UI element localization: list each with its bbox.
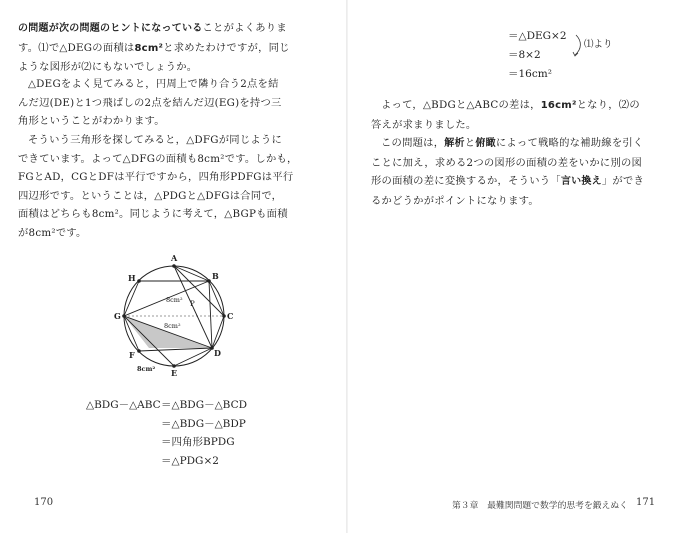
label-e: E (171, 368, 178, 378)
point-b (207, 279, 211, 283)
line-ab (174, 266, 209, 281)
right-equation-line-3: ＝16cm² (508, 68, 552, 80)
left-paragraph-3: そういう三角形を探してみると，△DFGが同じように できています。よって△DFGの面積も8cm²です。しかも， FGとAD，CGとDFは平行ですから，四角形PDFGは平行 四辺形です。ということは，△PDGと△DFGは合同で， 面積はどちらも8cm²。同じように考えて，△BGPも面積 が8cm²です。 (18, 134, 298, 239)
label-c: C (227, 311, 234, 321)
right-equation-line-2: ＝8×2 (508, 49, 541, 61)
area-label-top: 8cm² (166, 296, 183, 304)
right-paragraph-2: この問題は，解析と俯瞰によって戦略的な補助線を引く ことに加え，求める2つの図形の面積の差をいかに別の図 形の面積の差に変換するか，そういう「言い換え」ができ るかどうかがポイントになります。 (371, 137, 645, 207)
right-equation-line-1: ＝△DEG×2 (508, 30, 567, 42)
bold-lead: の問題が次の問題のヒントになっている (18, 23, 203, 34)
line-fd (139, 348, 212, 351)
line-cd (212, 316, 224, 348)
label-f: F (129, 350, 135, 360)
label-h: H (128, 273, 136, 283)
line-bc (209, 281, 224, 316)
page-number-right: 171 (636, 497, 656, 508)
page-number-left: 170 (34, 497, 54, 508)
equation-line-2: ＝△BDG－△BDP (161, 418, 246, 430)
equation-line-3: ＝四角形BPDG (161, 436, 235, 448)
label-a: A (171, 253, 178, 263)
label-b: B (212, 271, 219, 281)
book-gutter (346, 0, 348, 533)
equation-note: ⑴より (584, 39, 613, 50)
left-paragraph-2: △DEGをよく見てみると，円周上で隣り合う2点を結 んだ辺(DE)と1つ飛ばしの2点を結んだ辺(EG)を持つ三 角形ということがわかります。 (18, 78, 282, 128)
octagon-figure (105, 250, 245, 380)
point-a (172, 264, 176, 268)
line-ed (174, 348, 212, 366)
label-p: P (190, 300, 195, 308)
area-label-mid: 8cm² (164, 322, 181, 330)
area-label-bottom: 8cm² (137, 365, 156, 373)
equation-line-4: ＝△PDG×2 (161, 455, 219, 467)
equation-lhs: △BDG－△ABC (86, 399, 161, 411)
line-bd (209, 281, 212, 348)
equation-line-1: ＝△BDG－△BCD (161, 399, 248, 411)
left-paragraph-1: の問題が次の問題のヒントになっていることがよくありま す。⑴で△DEGの面積は8cm²と求めたわけですが，同じ ような図形が⑵にもないでしょうか。 (18, 22, 290, 74)
point-g (122, 314, 126, 318)
point-h (137, 279, 141, 283)
running-footer-title: 第３章 最難関問題で数学的思考を鍛えぬく (452, 501, 628, 511)
label-g: G (114, 311, 121, 321)
point-c (222, 314, 226, 318)
label-d: D (214, 348, 221, 358)
right-paragraph-1: よって，△BDGと△ABCの差は，16cm²となり，⑵の 答えが求まりました。 (371, 99, 640, 131)
point-f (137, 349, 141, 353)
